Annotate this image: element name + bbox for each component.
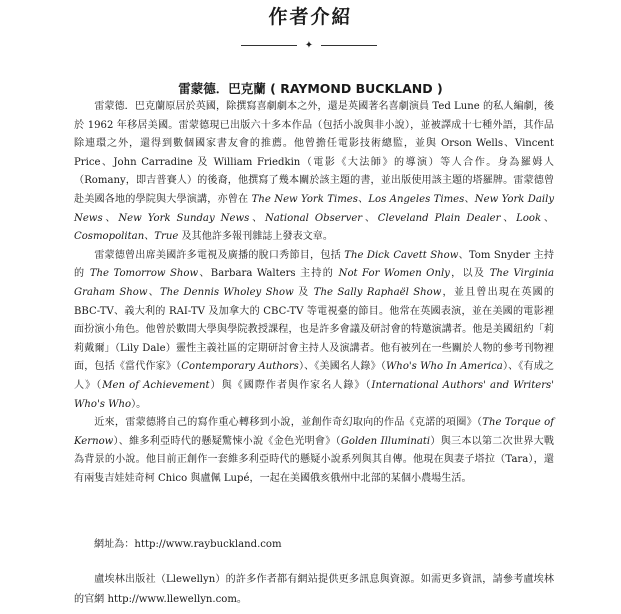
bio-paragraph-1: 雷蒙德．巴克蘭原居於英國，除撰寫喜劇劇本之外，還是英國著名喜劇演員 Ted Lune 的私人編劇，後於 1962 年移居美國。雷蒙德現已出版六十多本作品（包括小說與非小說），並被譯成十七種外語，其作品除連環之外，還得到數個國家書友會的推薦。他曾擔任電影技術總監，並與 Orson Wells、Vincent Price、John Carradine 及 William Friedkin（電影《大法師》的導演）等人合作。身為羅姆人（Romany，即吉普賽人）的後裔，他撰寫了幾本關於該主題的書，並出版使用該主題的塔羅牌。雷蒙德曾赴美國各地的學院與大學演講，亦曾在 The New York Times、Los Angeles Times、New York Daily News、New York Sunday News、National Observer、Cleveland Plain Dealer、Look、Cosmopolitan、True 及其他許多報刊雜誌上發表文章。 <box>74 101 555 243</box>
divider-line-right <box>321 45 377 46</box>
author-name: 雷蒙德．巴克蘭 ( RAYMOND BUCKLAND ) <box>178 81 443 96</box>
publisher-note-text: 盧埃林出版社（Llewellyn）的許多作者都有網站提供更多訊息與資源。如需更多資訊，請參考盧埃林的官網 http://www.llewellyn.com。 <box>74 574 554 605</box>
page-title: 作者介紹 <box>268 6 353 28</box>
bio-paragraph-2: 雷蒙德曾出席美國許多電視及廣播的脫口秀節目，包括 The Dick Cavett Show、Tom Snyder 主持的 The Tomorrow Show、Barbara Walters 主持的 Not For Women Only，以及 The Virginia Graham Show、The Dennis Wholey Show 及 The Sally Raphaël Show，並且曾出現在英國的 BBC-TV、義大利的 RAI-TV 及加拿大的 CBC-TV 等電視臺的節目。他常在英國表演，並在美國的電影裡面扮演小角色。他曾於數間大學與學院教授課程，也是許多會議及研討會的特邀演講者。他是美國紐約「莉莉戴爾」（Lily Dale）靈性主義社區的定期研討會主持人及演講者。他有被列在一些關於人物的參考刊物裡面，包括《當代作家》（Contemporary Authors）、《美國名人錄》（Who's Who In America）、《有成之人》（Men of Achievement）與《國際作者與作家名人錄》（International Authors' and Writers' Who's Who）。 <box>74 249 555 410</box>
bio-paragraph-3: 近來，雷蒙德將自己的寫作重心轉移到小說，並創作奇幻取向的作品《克諾的項圈》（The Torque of Kernow）、維多利亞時代的懸疑驚悚小說《金色光明會》（Golden Illuminati）與三本以第二次世界大戰為背景的小說。他目前正創作一套維多利亞時代的懸疑小說系列與其自傳。他現在與妻子塔拉（Tara），還有兩隻吉娃娃奇柯 Chico 與盧佩 Lupé，一起在美國俄亥俄州中北部的某個小農場生活。 <box>74 417 555 484</box>
author-bio <box>74 98 554 488</box>
publisher-note <box>74 570 554 610</box>
author-website: 網址為：http://www.raybuckland.com <box>94 539 282 550</box>
diamond-ornament-icon: ✦ <box>304 40 314 51</box>
divider-line-left <box>241 45 297 46</box>
ornamental-divider <box>241 41 377 51</box>
